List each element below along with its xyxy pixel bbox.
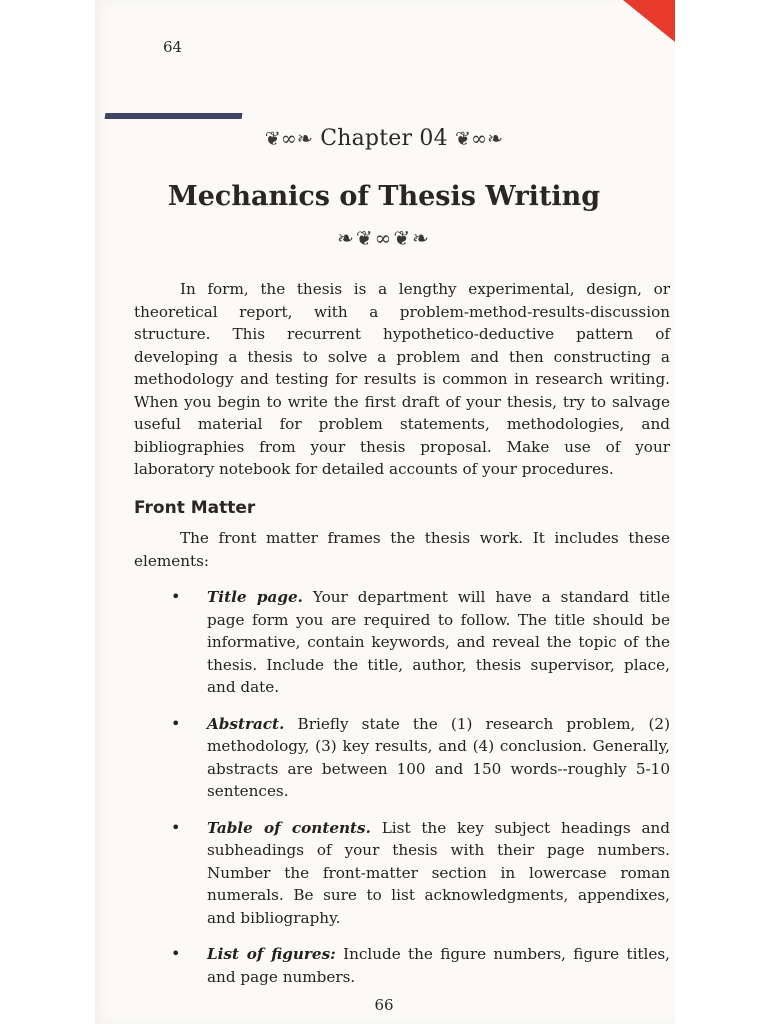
bottom-page-number: 66 bbox=[374, 996, 394, 1014]
chapter-title: Mechanics of Thesis Writing bbox=[167, 181, 601, 212]
item-text: Briefly state the (1) research problem, (2) methodology, (3) key results, and (4) conclusion. Generally, abstracts are between 100 and 150 words--roughly 5-10 sentences. bbox=[207, 714, 670, 800]
section-heading: Front Matter bbox=[134, 497, 256, 518]
item-term: List of figures: bbox=[207, 945, 336, 963]
item-text: Your department will have a standard title page form you are required to follow. The title should be informative, contain keywords, and reveal the topic of the thesis. Include the title, author, thesis supervisor, place, and date. bbox=[207, 588, 670, 696]
top-page-number: 64 bbox=[163, 38, 183, 56]
bullet-icon: • bbox=[171, 817, 181, 837]
bullet-icon: • bbox=[171, 713, 181, 733]
list-item bbox=[134, 817, 670, 930]
intro-paragraph: In form, the thesis is a lengthy experimental, design, or theoretical report, with a problem-method-results-discussion structure. This recurrent hypothetico-deductive pattern of developing a thesis to solve a problem and then constructing a methodology and testing for results is common in research writing. When you begin to write the first draft of your thesis, try to salvage useful material for problem statements, methodologies, and bibliographies from your thesis proposal. Make use of your laboratory notebook for detailed accounts of your procedures. bbox=[134, 280, 670, 478]
list-item bbox=[134, 586, 670, 699]
item-term: Title page. bbox=[207, 588, 303, 606]
list-item bbox=[134, 943, 670, 988]
item-text: Include the figure numbers, figure titles, and page numbers. bbox=[207, 945, 671, 986]
title-ornament-icon: ❧❦∞❦❧ bbox=[337, 226, 431, 250]
bullet-icon: • bbox=[171, 587, 181, 606]
chapter-label: Chapter 04 bbox=[320, 126, 448, 151]
bullet-icon: • bbox=[171, 944, 181, 963]
item-term: Abstract. bbox=[207, 714, 285, 733]
right-ornament-icon: ❦∞❧ bbox=[454, 128, 504, 150]
list-item bbox=[134, 713, 670, 803]
front-matter-list bbox=[134, 586, 670, 988]
front-matter-intro: The front matter frames the thesis work. It includes these elements: bbox=[134, 529, 670, 570]
item-term: Table of contents. bbox=[207, 818, 371, 837]
item-text: List the key subject headings and subheadings of your thesis with their page numbers. Number the front-matter section in lowercase roman numerals. Be sure to list acknowledgments, appendixes, and bibliography. bbox=[207, 818, 671, 927]
left-ornament-icon: ❦∞❧ bbox=[264, 128, 313, 150]
red-corner-decoration bbox=[623, 0, 675, 42]
header-rule bbox=[105, 113, 243, 119]
chapter-content bbox=[134, 278, 670, 1002]
chapter-heading bbox=[0, 126, 768, 151]
